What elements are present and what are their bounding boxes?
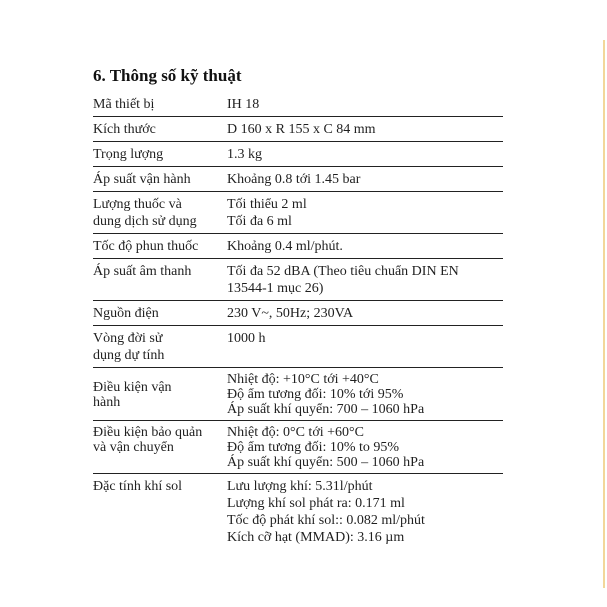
- spec-value: Khoảng 0.8 tới 1.45 bar: [227, 172, 361, 187]
- spec-label: Đặc tính khí sol: [93, 479, 183, 494]
- spec-label: Vòng đời sử dụng dự tính: [93, 331, 165, 363]
- spec-row-storage-conditions: [93, 421, 503, 474]
- spec-table: [93, 92, 503, 549]
- spec-label: Trọng lượng: [93, 147, 164, 162]
- spec-label: Tốc độ phun thuốc: [93, 239, 199, 254]
- spec-value: Nhiệt độ: +10°C tới +40°C Độ ẩm tương đối: 10% tới 95% Áp suất khí quyển: 700 – 1060 hPa: [227, 372, 425, 417]
- section-title: 6. Thông số kỹ thuật: [93, 66, 242, 85]
- spec-row-operating-conditions: [93, 368, 503, 421]
- spec-row-nebulization-rate: [93, 234, 503, 259]
- spec-value: Tối thiểu 2 ml Tối đa 6 ml: [227, 197, 307, 229]
- spec-value: IH 18: [227, 97, 260, 112]
- spec-value: 230 V~, 50Hz; 230VA: [227, 306, 354, 321]
- spec-row-dimensions: [93, 117, 503, 142]
- spec-row-medication-volume: [93, 192, 503, 234]
- spec-label: Điều kiện vận hành: [93, 379, 172, 410]
- spec-label: Áp suất âm thanh: [93, 264, 192, 279]
- spec-label: Kích thước: [93, 122, 156, 137]
- spec-value: 1.3 kg: [227, 147, 262, 162]
- spec-value: Lưu lượng khí: 5.31l/phút Lượng khí sol phát ra: 0.171 ml Tốc độ phát khí sol:: 0.082 ml/phút Kích cỡ hạt (MMAD): 3.16 µm: [227, 479, 425, 545]
- spec-row-operating-pressure: [93, 167, 503, 192]
- spec-value: Tối đa 52 dBA (Theo tiêu chuẩn DIN EN 13544-1 mục 26): [227, 264, 459, 296]
- spec-label: Nguồn điện: [93, 306, 159, 321]
- spec-value: 1000 h: [227, 331, 266, 346]
- spec-label: Lượng thuốc và dung dịch sử dụng: [93, 197, 197, 229]
- right-edge-accent-line: [603, 40, 605, 588]
- spec-row-expected-lifetime: [93, 326, 503, 368]
- spec-row-weight: [93, 142, 503, 167]
- spec-row-sound-pressure: [93, 259, 503, 301]
- spec-value: D 160 x R 155 x C 84 mm: [227, 122, 376, 137]
- spec-row-device-code: [93, 92, 503, 117]
- spec-value: Khoảng 0.4 ml/phút.: [227, 239, 343, 254]
- spec-value: Nhiệt độ: 0°C tới +60°C Độ ẩm tương đối: 10% to 95% Áp suất khí quyển: 500 – 1060 hPa: [227, 425, 425, 470]
- spec-row-aerosol-characteristics: [93, 474, 503, 550]
- spec-label: Mã thiết bị: [93, 97, 155, 112]
- spec-label: Áp suất vận hành: [93, 172, 191, 187]
- spec-label: Điều kiện bảo quản và vận chuyển: [93, 425, 203, 455]
- spec-row-power-supply: [93, 301, 503, 326]
